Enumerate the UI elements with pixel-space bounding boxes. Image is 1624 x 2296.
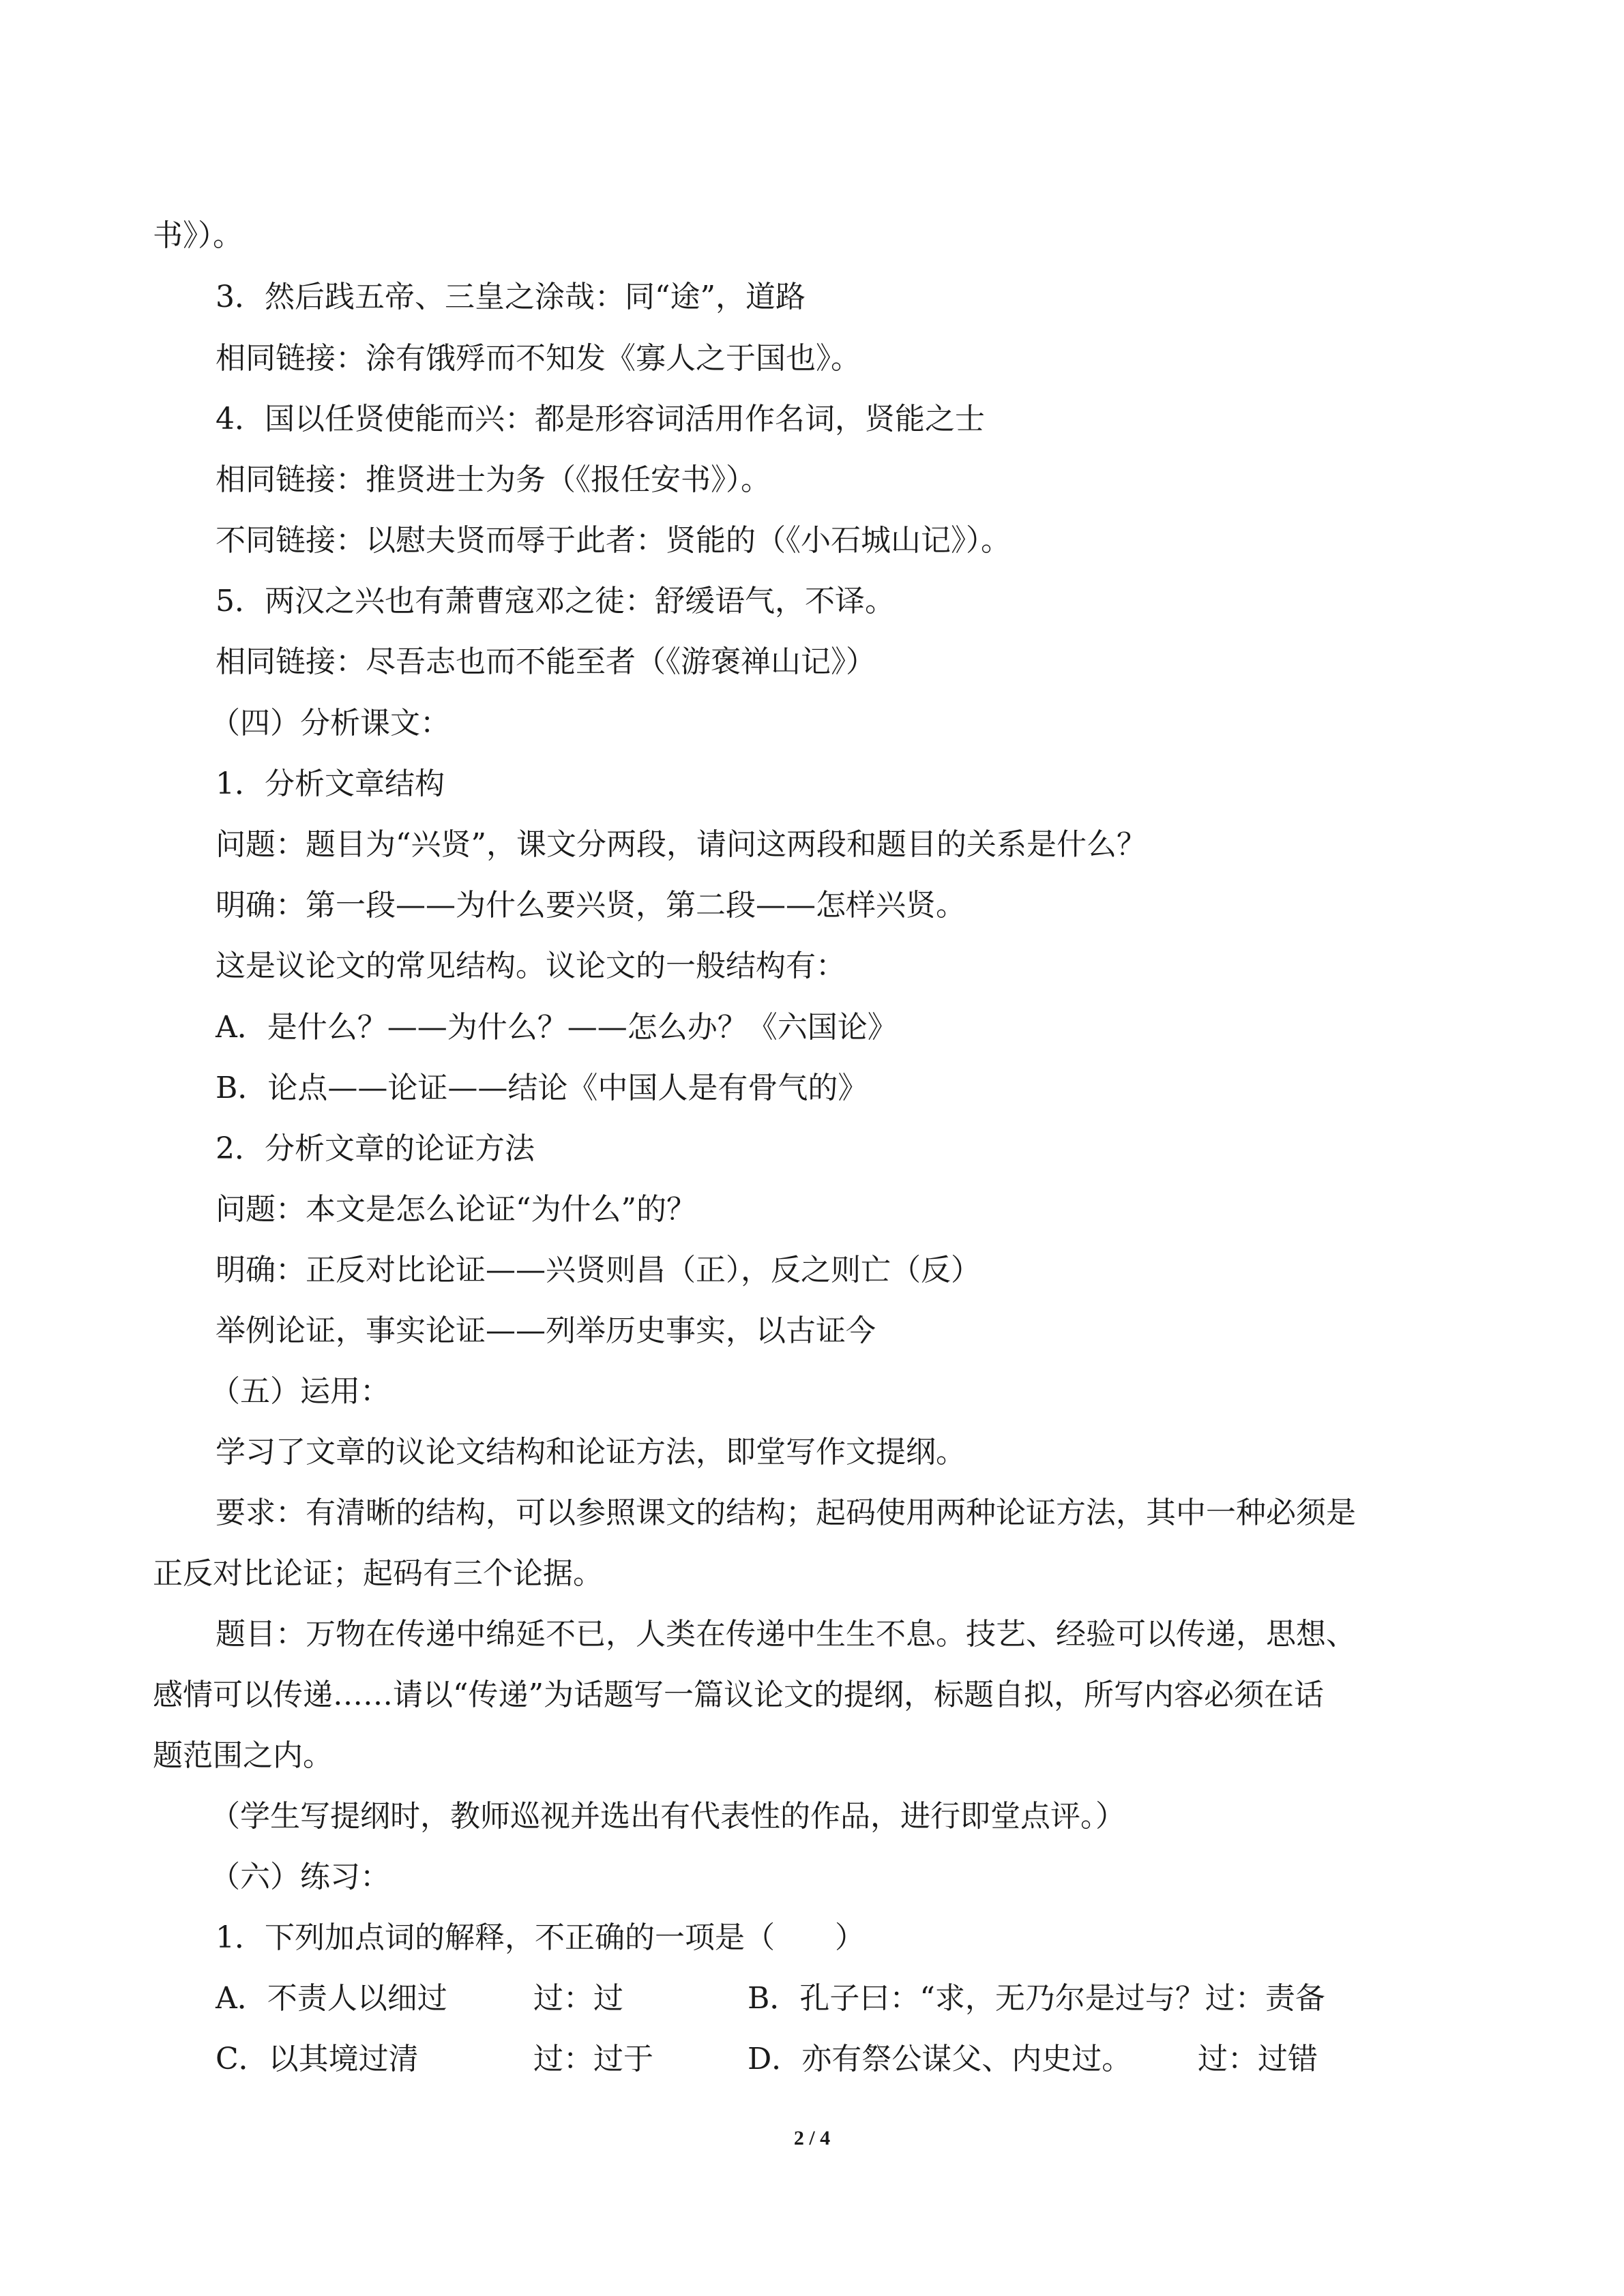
text-line: A．是什么？——为什么？——怎么办？《六国论》	[216, 1010, 898, 1045]
option-c-gloss: 过：过于	[533, 2042, 653, 2076]
option-d-gloss: 过：过错	[1198, 2042, 1318, 2076]
section-heading: （六）练习：	[210, 1860, 390, 1894]
option-a: A．不责人以细过	[216, 1981, 447, 2016]
text-line: 不同链接：以慰夫贤而辱于此者：贤能的（《小石城山记》）。	[216, 523, 1011, 558]
text-line: 学习了文章的议论文结构和论证方法，即堂写作文提纲。	[216, 1435, 966, 1470]
text-line: 明确：正反对比论证——兴贤则昌（正），反之则亡（反）	[216, 1253, 981, 1287]
text-line: 2．分析文章的论证方法	[216, 1131, 535, 1166]
section-heading: （五）运用：	[210, 1374, 390, 1409]
text-line: 相同链接：推贤进士为务（《报任安书》）。	[216, 462, 771, 497]
text-line: 3．然后践五帝、三皇之涂哉：同“途”，道路	[216, 280, 806, 314]
text-line: 4．国以任贤使能而兴：都是形容词活用作名词，贤能之士	[216, 402, 985, 436]
text-line: 明确：第一段——为什么要兴贤，第二段——怎样兴贤。	[216, 888, 966, 923]
option-a-gloss: 过：过	[533, 1981, 623, 2016]
option-row	[216, 2039, 1443, 2080]
text-line: 要求：有清晰的结构，可以参照课文的结构；起码使用两种论证方法，其中一种必须是	[216, 1495, 1356, 1530]
section-heading: （四）分析课文：	[210, 706, 450, 741]
option-row	[216, 1978, 1443, 2019]
text-line: 1．分析文章结构	[216, 766, 445, 801]
question-stem: 1．下列加点词的解释，不正确的一项是（ ）	[216, 1920, 865, 1955]
text-line: 5．两汉之兴也有萧曹寇邓之徒：舒缓语气，不译。	[216, 584, 895, 618]
text-line: 问题：题目为“兴贤”，课文分两段，请问这两段和题目的关系是什么？	[216, 827, 1147, 862]
text-line: 相同链接：尽吾志也而不能至者（《游褒禅山记》）	[216, 644, 876, 679]
text-line: 正反对比论证；起码有三个论据。	[153, 1556, 603, 1591]
option-b: B．孔子曰：“求，无乃尔是过与？过：责备	[748, 1981, 1325, 2016]
text-line: （学生写提纲时，教师巡视并选出有代表性的作品，进行即堂点评。）	[210, 1799, 1125, 1834]
text-line: B．论点——论证——结论《中国人是有骨气的》	[216, 1071, 868, 1105]
text-line: 这是议论文的常见结构。议论文的一般结构有：	[216, 949, 846, 983]
text-line: 举例论证，事实论证——列举历史事实，以古证今	[216, 1313, 876, 1348]
page-number: 2 / 4	[793, 2127, 831, 2149]
text-line: 问题：本文是怎么论证“为什么”的？	[216, 1192, 696, 1227]
text-line: 书》）。	[153, 218, 243, 253]
text-line: 相同链接：涂有饿殍而不知发《寡人之于国也》。	[216, 341, 861, 376]
text-line: 题范围之内。	[153, 1738, 333, 1773]
text-line: 感情可以传递……请以“传递”为话题写一篇议论文的提纲，标题自拟，所写内容必须在话	[153, 1678, 1324, 1712]
option-c: C．以其境过清	[216, 2042, 419, 2076]
text-line: 题目：万物在传递中绵延不已，人类在传递中生生不息。技艺、经验可以传递，思想、	[216, 1617, 1356, 1652]
option-d: D．亦有祭公谋父、内史过。	[748, 2042, 1132, 2076]
